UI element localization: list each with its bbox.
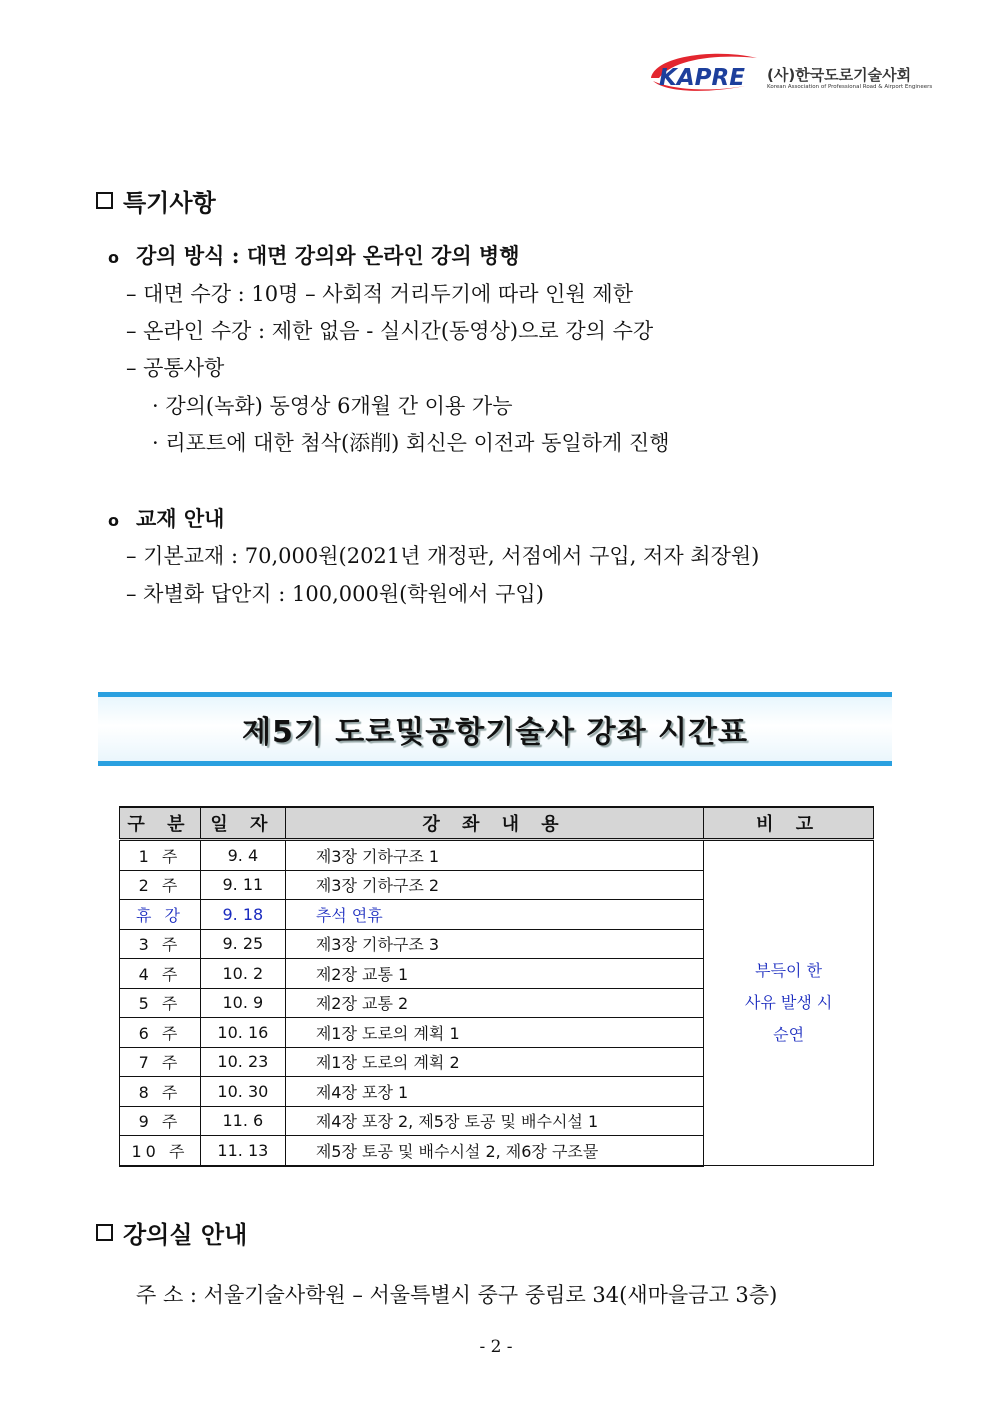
note-line: 순연 [773, 1025, 805, 1044]
header-note: 비 고 [704, 807, 874, 840]
schedule-table [119, 806, 874, 1167]
date-cell: 10. 2 [200, 959, 285, 989]
content-cell: 제2장 교통 2 [285, 988, 703, 1018]
note-line: 부득이 한 [755, 961, 823, 980]
note-line: 사유 발생 시 [744, 993, 833, 1012]
checkbox-square-icon [96, 192, 113, 209]
date-cell: 10. 30 [200, 1077, 285, 1107]
week-cell: 6 주 [120, 1018, 201, 1048]
header-content: 강 좌 내 용 [285, 807, 703, 840]
table-header-row [120, 807, 874, 840]
special-heading-text: 특기사항 [123, 189, 216, 217]
date-cell: 11. 13 [200, 1136, 285, 1166]
kapre-logo [645, 48, 933, 100]
method-title-text: 강의 방식 : 대면 강의와 온라인 강의 병행 [136, 243, 520, 268]
date-cell: 10. 16 [200, 1018, 285, 1048]
page-number: - 2 - [479, 1337, 513, 1357]
date-cell: 9. 11 [200, 870, 285, 900]
banner-title: 제5기 도로및공항기술사 강좌 시간표 [242, 715, 748, 750]
textbook-line: – 차별화 답안지 : 100,000원(학원에서 구입) [126, 582, 544, 606]
textbook-title [108, 503, 224, 533]
circle-bullet-icon: o [108, 248, 119, 267]
week-cell: 2 주 [120, 870, 201, 900]
week-cell: 3 주 [120, 929, 201, 959]
org-name: (사)한국도로기술사회 [767, 66, 912, 84]
week-cell: 1 주 [120, 840, 201, 871]
date-cell: 11. 6 [200, 1106, 285, 1136]
week-cell: 7 주 [120, 1047, 201, 1077]
week-cell: 휴 강 [120, 900, 201, 930]
week-cell: 9 주 [120, 1106, 201, 1136]
week-cell: 10 주 [120, 1136, 201, 1166]
content-cell: 제4장 포장 2, 제5장 토공 및 배수시설 1 [285, 1106, 703, 1136]
content-cell: 제2장 교통 1 [285, 959, 703, 989]
special-line: · 리포트에 대한 첨삭(添削) 회신은 이전과 동일하게 진행 [152, 431, 670, 455]
classroom-address: 주 소 : 서울기술사학원 – 서울특별시 중구 중림로 34(새마을금고 3층) [136, 1283, 778, 1307]
header-date: 일 자 [200, 807, 285, 840]
note-cell [704, 840, 874, 1166]
date-cell: 9. 18 [200, 900, 285, 930]
content-cell: 제3장 기하구조 2 [285, 870, 703, 900]
content-cell: 제1장 도로의 계획 2 [285, 1047, 703, 1077]
content-cell: 제4장 포장 1 [285, 1077, 703, 1107]
content-cell: 제3장 기하구조 3 [285, 929, 703, 959]
textbook-title-text: 교재 안내 [136, 506, 225, 531]
textbook-line: – 기본교재 : 70,000원(2021년 개정판, 서점에서 구입, 저자 최장원) [126, 544, 760, 568]
week-cell: 5 주 [120, 988, 201, 1018]
schedule-banner [98, 692, 892, 766]
special-line: · 강의(녹화) 동영상 6개월 간 이용 가능 [152, 394, 513, 418]
kapre-swoosh-icon [645, 48, 767, 100]
method-title [108, 240, 520, 270]
checkbox-square-icon [96, 1224, 113, 1241]
date-cell: 10. 23 [200, 1047, 285, 1077]
content-cell: 제5장 토공 및 배수시설 2, 제6장 구조물 [285, 1136, 703, 1166]
content-cell: 제1장 도로의 계획 1 [285, 1018, 703, 1048]
date-cell: 10. 9 [200, 988, 285, 1018]
date-cell: 9. 25 [200, 929, 285, 959]
kapre-wordmark: KAPRE [659, 65, 745, 91]
special-line: – 공통사항 [126, 356, 225, 380]
classroom-heading [96, 1215, 247, 1250]
special-line: – 온라인 수강 : 제한 없음 - 실시간(동영상)으로 강의 수강 [126, 319, 654, 343]
header-week: 구 분 [120, 807, 201, 840]
date-cell: 9. 4 [200, 840, 285, 871]
week-cell: 8 주 [120, 1077, 201, 1107]
content-cell: 추석 연휴 [285, 900, 703, 930]
content-cell: 제3장 기하구조 1 [285, 840, 703, 871]
table-row [120, 840, 874, 871]
special-notes-heading [96, 183, 216, 218]
org-subtitle: Korean Association of Professional Road & Airport Engineers [767, 84, 933, 90]
special-line: – 대면 수강 : 10명 – 사회적 거리두기에 따라 인원 제한 [126, 282, 633, 306]
week-cell: 4 주 [120, 959, 201, 989]
circle-bullet-icon: o [108, 511, 119, 530]
classroom-heading-text: 강의실 안내 [123, 1221, 248, 1249]
